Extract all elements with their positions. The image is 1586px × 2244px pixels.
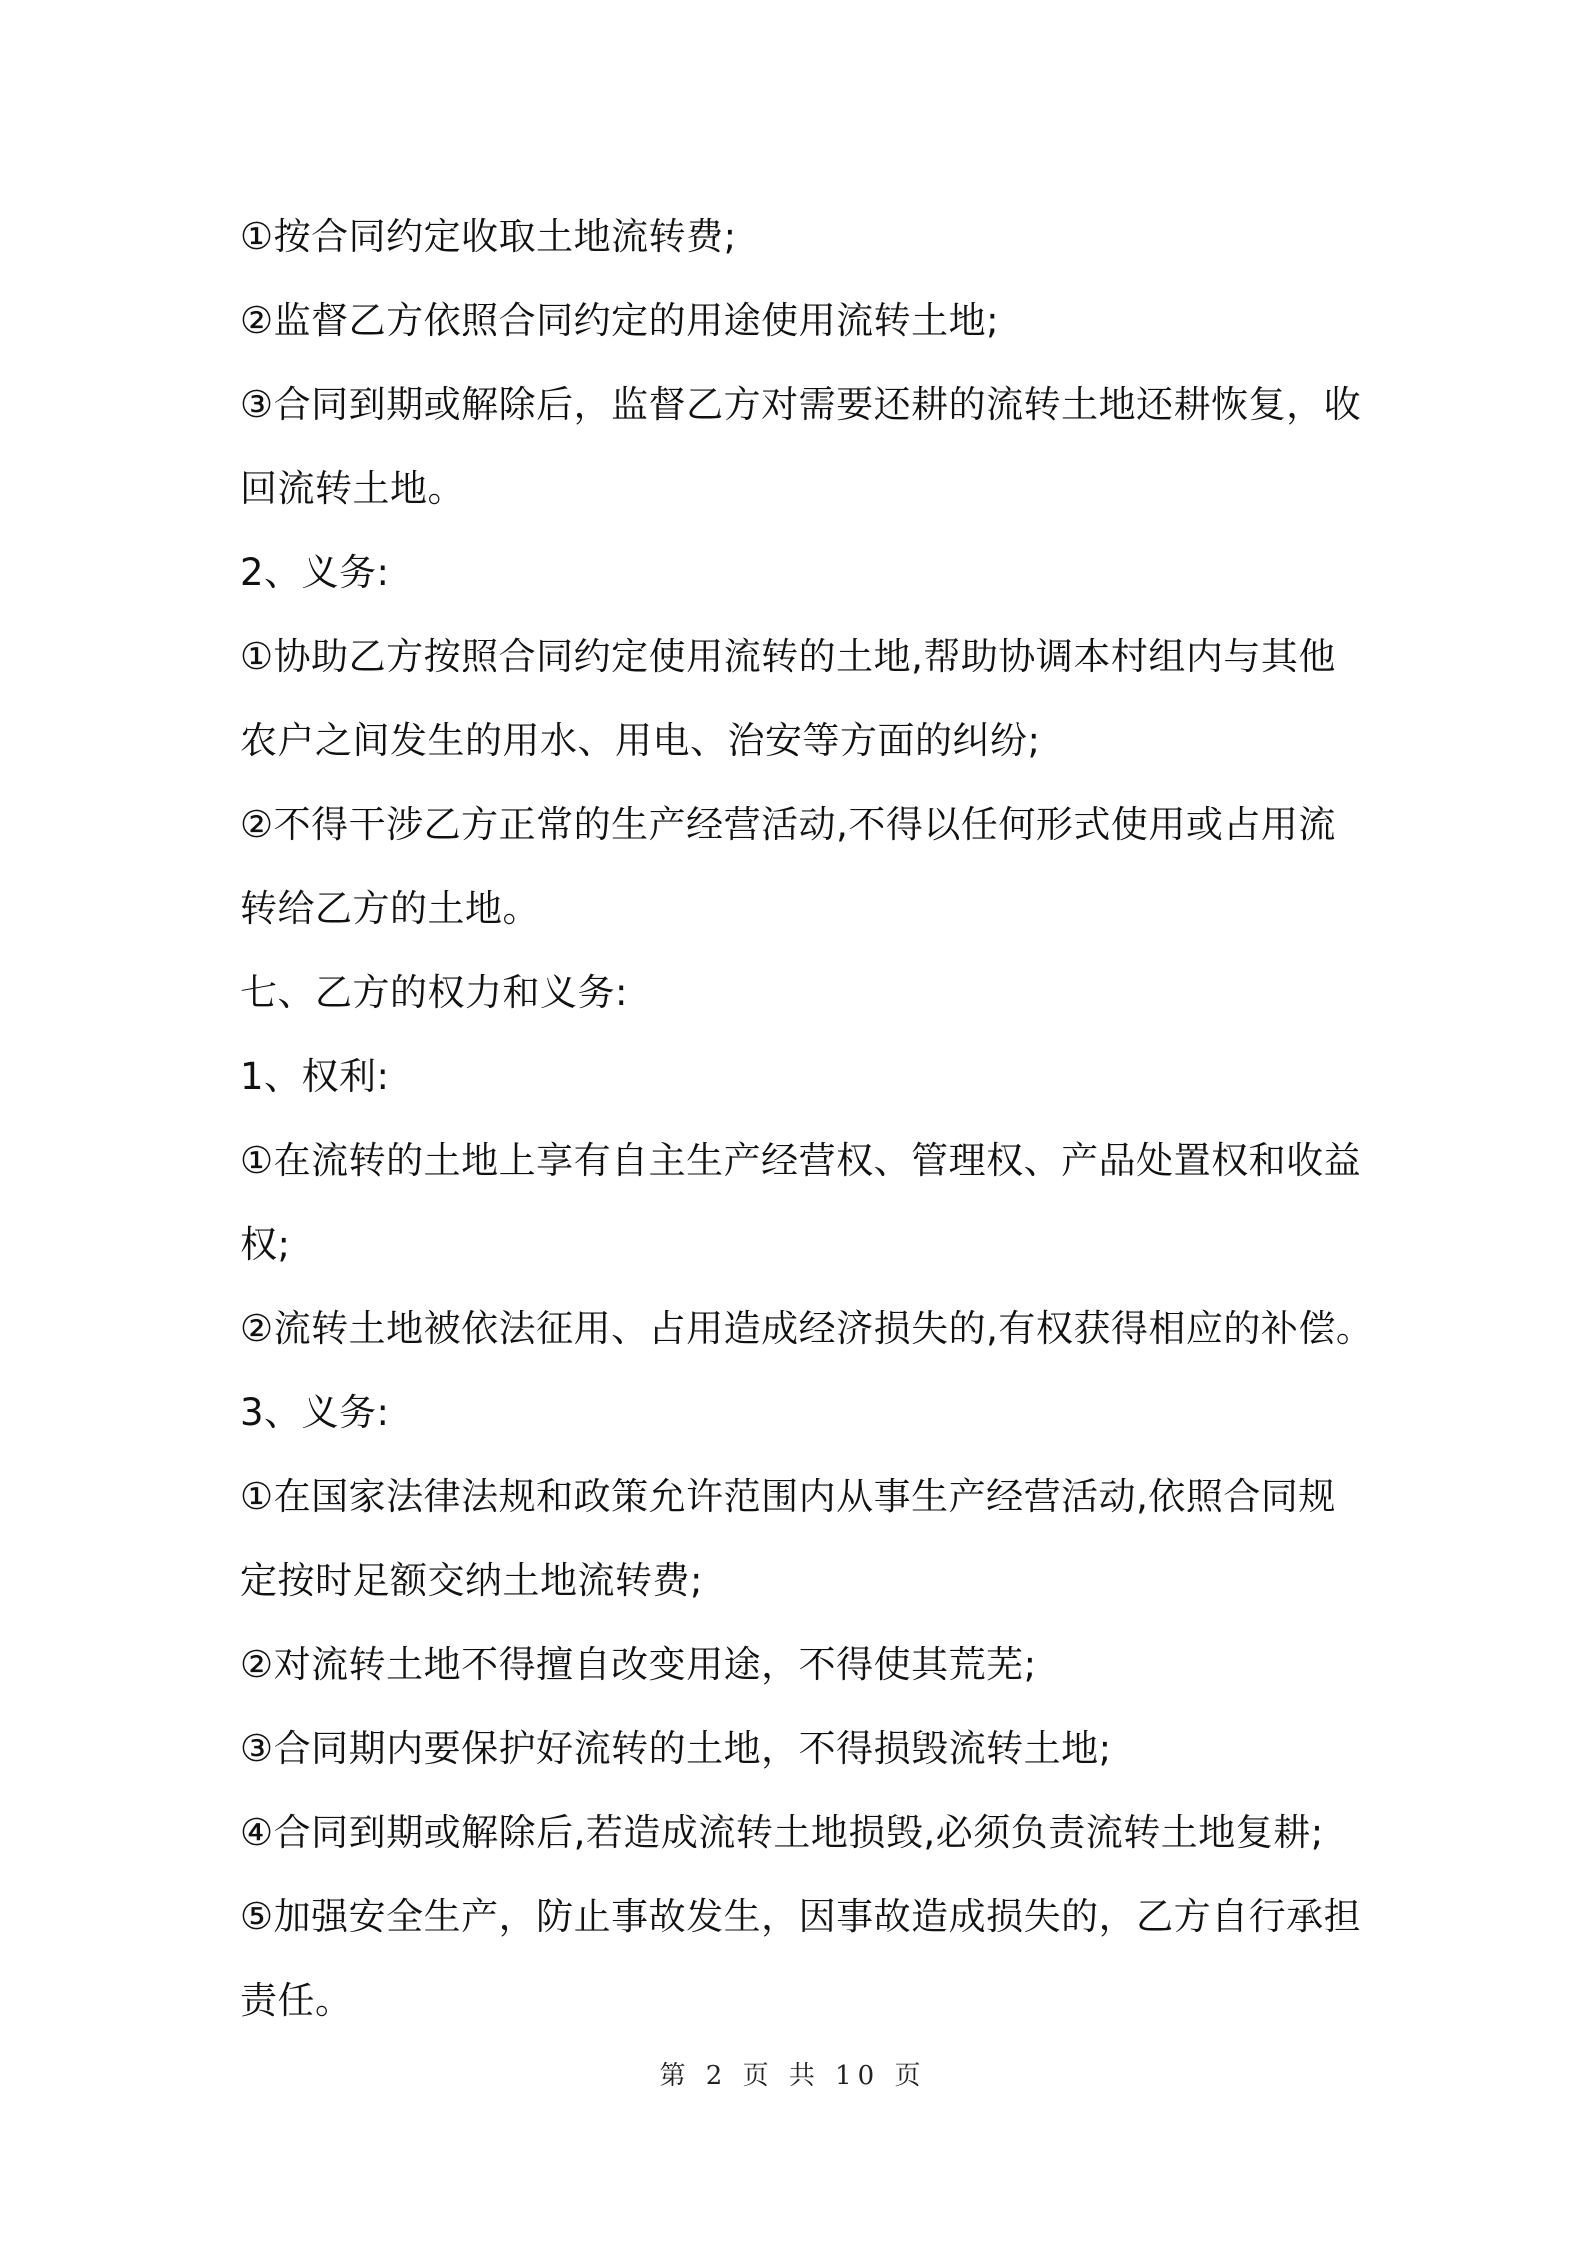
paragraph-line: 权; — [240, 1223, 291, 1266]
section-heading: 3、义务: — [240, 1391, 390, 1434]
page-number-footer: 第 2 页 共 10 页 — [659, 2061, 927, 2091]
section-heading: 2、义务: — [240, 551, 390, 594]
paragraph-line: ②监督乙方依照合同约定的用途使用流转土地; — [240, 299, 1000, 342]
section-heading: 七、乙方的权力和义务: — [240, 971, 628, 1014]
section-heading: 1、权利: — [240, 1055, 390, 1098]
paragraph-line: ④合同到期或解除后,若造成流转土地损毁,必须负责流转土地复耕; — [240, 1811, 1324, 1854]
paragraph-line: ③合同到期或解除后，监督乙方对需要还耕的流转土地还耕恢复，收 — [240, 383, 1362, 426]
document-body — [240, 195, 1374, 2043]
paragraph-line: 转给乙方的土地。 — [240, 887, 540, 930]
paragraph-line: ②流转土地被依法征用、占用造成经济损失的,有权获得相应的补偿。 — [240, 1307, 1374, 1350]
paragraph-line: ①按合同约定收取土地流转费; — [240, 215, 737, 258]
paragraph-line: ①在国家法律法规和政策允许范围内从事生产经营活动,依照合同规 — [240, 1475, 1336, 1518]
paragraph-line: ③合同期内要保护好流转的土地，不得损毁流转土地; — [240, 1727, 1112, 1770]
paragraph-line: 农户之间发生的用水、用电、治安等方面的纠纷; — [240, 719, 1041, 762]
paragraph-line: ②不得干涉乙方正常的生产经营活动,不得以任何形式使用或占用流 — [240, 803, 1336, 846]
paragraph-line: ⑤加强安全生产，防止事故发生，因事故造成损失的，乙方自行承担 — [240, 1895, 1362, 1938]
paragraph-line: 定按时足额交纳土地流转费; — [240, 1559, 703, 1602]
paragraph-line: ①协助乙方按照合同约定使用流转的土地,帮助协调本村组内与其他 — [240, 635, 1336, 678]
paragraph-line: ①在流转的土地上享有自主生产经营权、管理权、产品处置权和收益 — [240, 1139, 1362, 1182]
paragraph-line: 责任。 — [240, 1979, 353, 2022]
paragraph-line: 回流转土地。 — [240, 467, 465, 510]
paragraph-line: ②对流转土地不得擅自改变用途，不得使其荒芜; — [240, 1643, 1037, 1686]
